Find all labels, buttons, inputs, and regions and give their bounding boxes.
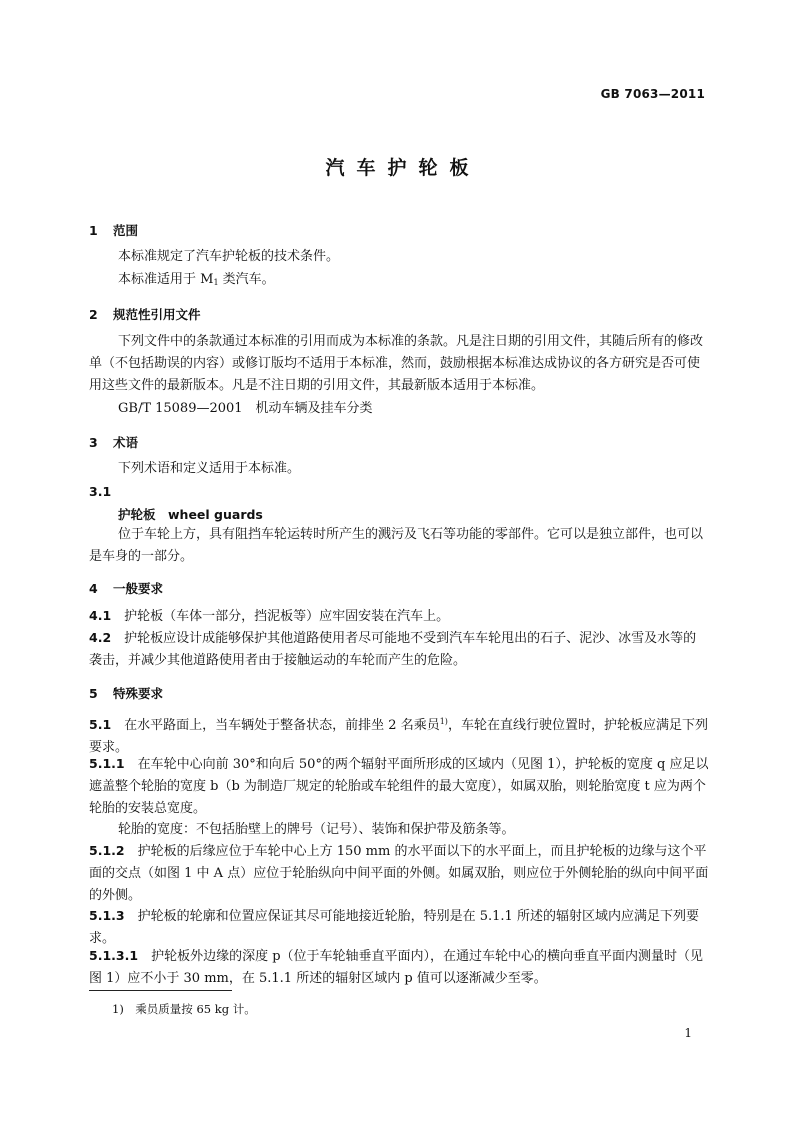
section-number: 1	[89, 223, 98, 238]
clause-text: 在车轮中心向前 30°和向后 50°的两个辐射平面所形成的区域内（见图 1），护轮板的宽度 q 应足以遮盖整个轮胎的宽度 b（b 为制造厂规定的轮胎或车轮组件的最大宽度），如属双胎，则轮胎宽度 t 应为两个轮胎的安装总宽度。	[89, 757, 709, 816]
page-number: 1	[684, 1026, 692, 1040]
clause-5-1-2	[89, 840, 709, 907]
section-number: 5	[89, 686, 98, 701]
section-5-heading	[89, 684, 163, 702]
subscript: 1	[213, 278, 219, 287]
section-1-paragraph-2	[89, 269, 709, 294]
clause-text: 护轮板外边缘的深度 p（位于车轮轴垂直平面内），在通过车轮中心的横向垂直平面内测量时（见图 1）应不小于 30 mm，在 5.1.1 所述的辐射区域内 p 值可以逐渐减少至零。	[89, 949, 704, 986]
clause-number: 4.1	[89, 608, 112, 623]
clause-number: 4.2	[89, 630, 112, 645]
footnote-ref: 1)	[439, 717, 448, 726]
clause-number: 5.1	[89, 717, 112, 732]
footnote	[112, 1001, 256, 1017]
clause-text: 护轮板（车体一部分，挡泥板等）应牢固安装在汽车上。	[124, 609, 450, 624]
section-number: 3	[89, 435, 98, 450]
section-2-heading	[89, 305, 201, 323]
term-heading: 护轮板 wheel guards	[118, 507, 263, 522]
clause-4-1	[89, 605, 709, 628]
section-number: 4	[89, 581, 98, 596]
section-title: 术语	[113, 435, 139, 450]
clause-number: 5.1.3	[89, 908, 125, 923]
text-run: 本标准适用于 M	[118, 272, 214, 287]
clause-5-1-1	[89, 753, 709, 820]
standard-number: GB 7063—2011	[600, 87, 705, 101]
clause-text: 护轮板应设计成能够保护其他道路使用者尽可能地不受到汽车车轮甩出的石子、泥沙、冰雪及水等的袭击，并减少其他道路使用者由于接触运动的车轮而产生的危险。	[89, 631, 697, 668]
clause-number: 5.1.3.1	[89, 948, 139, 963]
section-title: 规范性引用文件	[113, 307, 201, 322]
section-4-heading	[89, 579, 163, 597]
clause-number: 3.1	[89, 484, 112, 499]
section-number: 2	[89, 307, 98, 322]
section-title: 一般要求	[113, 581, 164, 596]
section-title: 范围	[113, 223, 139, 238]
document-title: 汽车护轮板	[325, 157, 481, 179]
clause-5-1-3-1	[89, 945, 709, 990]
section-3-heading	[89, 433, 138, 451]
footnote-text: 乘员质量按 65 kg 计。	[135, 1002, 256, 1016]
term-definition: 位于车轮上方，具有阻挡车轮运转时所产生的溅污及飞石等功能的零部件。它可以是独立部件，也可以是车身的一部分。	[89, 527, 704, 564]
clause-text: 在水平路面上，当车辆处于整备状态，前排坐 2 名乘员	[124, 718, 440, 733]
footnote-mark: 1)	[112, 1002, 124, 1016]
footnote-divider	[89, 990, 232, 991]
section-2-paragraph-1: 下列文件中的条款通过本标准的引用而成为本标准的条款。凡是注日期的引用文件，其随后所有的修改单（不包括勘误的内容）或修订版均不适用于本标准，然而，鼓励根据本标准达成协议的各方研究是否可使用这些文件的最新版本。凡是不注日期的引用文件，其最新版本适用于本标准。	[89, 334, 704, 393]
section-title: 特殊要求	[113, 686, 164, 701]
text-run: 类汽车。	[218, 272, 275, 287]
tire-width-note: 轮胎的宽度：不包括胎壁上的牌号（记号）、装饰和保护带及筋条等。	[118, 822, 515, 837]
clause-text: 护轮板的后缘应位于车轮中心上方 150 mm 的水平面以下的水平面上，而且护轮板的边缘与这个平面的交点（如图 1 中 A 点）应位于轮胎纵向中间平面的外侧。如属双胎，则应位于外侧轮胎的纵向中间平面的外侧。	[89, 844, 709, 903]
section-1-heading	[89, 221, 138, 239]
section-1-paragraph-1: 本标准规定了汽车护轮板的技术条件。	[118, 249, 340, 264]
clause-5-1	[89, 711, 709, 759]
clause-4-2	[89, 627, 709, 672]
clause-text: 护轮板的轮廓和位置应保证其尽可能地接近轮胎，特别是在 5.1.1 所述的辐射区域内应满足下列要求。	[89, 909, 699, 946]
clause-5-1-3	[89, 905, 709, 950]
clause-number: 5.1.1	[89, 756, 125, 771]
section-3-paragraph-1: 下列术语和定义适用于本标准。	[118, 461, 301, 476]
normative-reference: GB/T 15089—2001 机动车辆及挂车分类	[118, 401, 373, 416]
clause-number: 5.1.2	[89, 843, 125, 858]
clause-text: ，车轮在直线行驶位置时，护轮板应满足下列要求。	[89, 718, 708, 755]
